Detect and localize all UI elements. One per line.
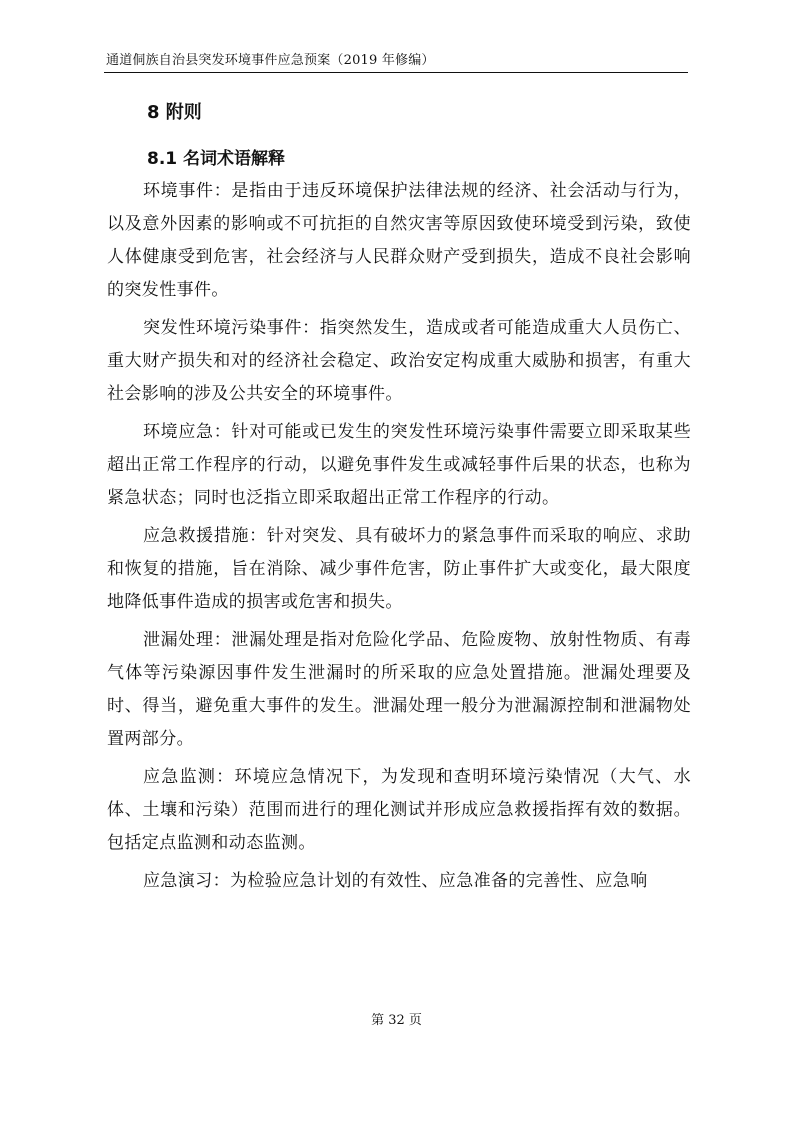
paragraph-environmental-emergency: 环境应急：针对可能或已发生的突发性环境污染事件需要立即采取某些超出正常工作程序的行动，以避免事件发生或减轻事件后果的状态，也称为紧急状态；同时也泛指立即采取超出正常工作程序的行动。 xyxy=(107,422,691,508)
paragraph-leak-handling: 泄漏处理：泄漏处理是指对危险化学品、危险废物、放射性物质、有毒气体等污染源因事件发生泄漏时的所采取的应急处置措施。泄漏处理要及时、得当，避免重大事件的发生。泄漏处理一般分为泄漏源控制和泄漏物处置两部分。 xyxy=(107,630,691,749)
paragraph-environmental-event: 环境事件：是指由于违反环境保护法律法规的经济、社会活动与行为，以及意外因素的影响或不可抗拒的自然灾害等原因致使环境受到污染，致使人体健康受到危害，社会经济与人民群众财产受到损失，造成不良社会影响的突发性事件。 xyxy=(107,181,691,300)
running-header: 通道侗族自治县突发环境事件应急预案（2019 年修编） xyxy=(106,53,435,68)
paragraph-emergency-monitoring: 应急监测：环境应急情况下，为发现和查明环境污染情况（大气、水体、土壤和污染）范围而进行的理化测试并形成应急救援指挥有效的数据。包括定点监测和动态监测。 xyxy=(107,767,691,853)
page-body xyxy=(107,100,691,898)
page-number: 第 32 页 xyxy=(371,1013,422,1028)
paragraph-emergency-drill: 应急演习：为检验应急计划的有效性、应急准备的完善性、应急响 xyxy=(143,871,648,891)
paragraph-sudden-pollution-event: 突发性环境污染事件：指突然发生，造成或者可能造成重大人员伤亡、重大财产损失和对的经济社会稳定、政治安定构成重大威胁和损害，有重大社会影响的涉及公共安全的环境事件。 xyxy=(107,318,691,404)
paragraph-rescue-measures: 应急救援措施：针对突发、具有破坏力的紧急事件而采取的响应、求助和恢复的措施，旨在消除、减少事件危害，防止事件扩大或变化，最大限度地降低事件造成的损害或危害和损失。 xyxy=(107,526,691,612)
chapter-heading: 8 附则 xyxy=(147,102,202,123)
header-divider xyxy=(104,72,688,73)
section-heading: 8.1 名词术语解释 xyxy=(147,149,286,169)
